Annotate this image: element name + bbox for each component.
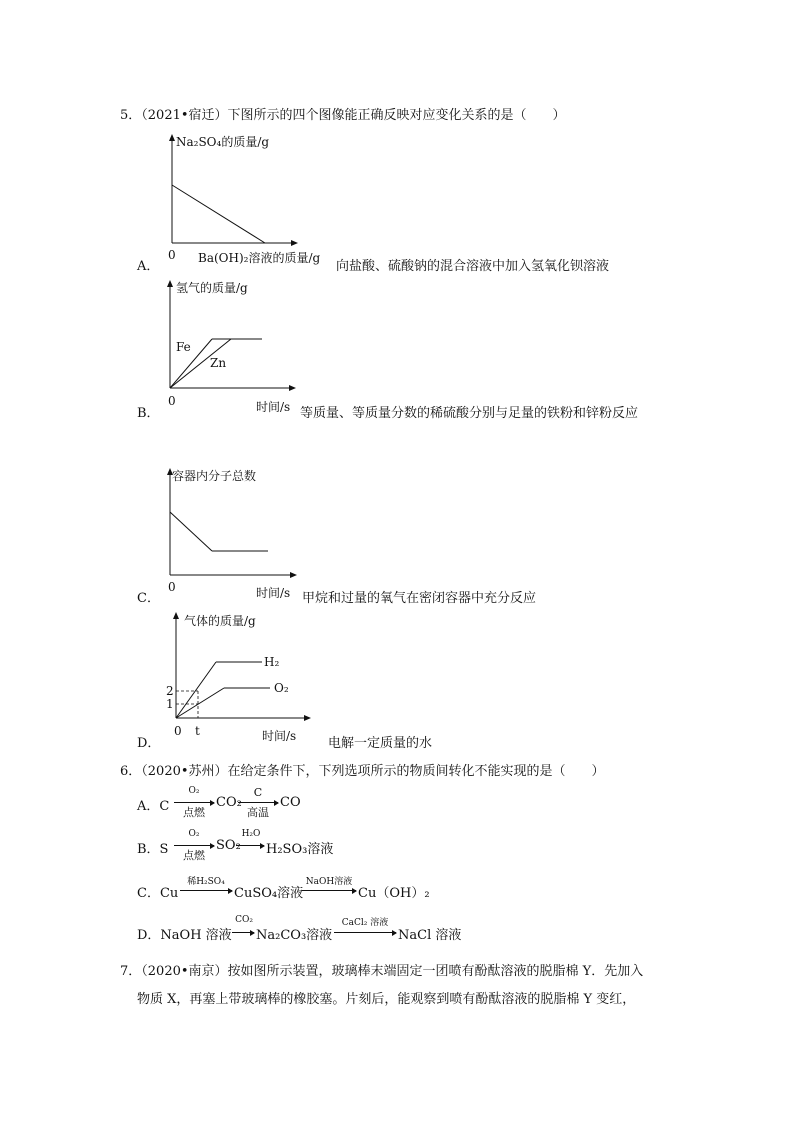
graph-c-xlabel: 时间/s [256,586,291,600]
q6-option-a-label: A．C [137,799,170,814]
q6d-middle: Na₂CO₃溶液 [256,928,333,943]
q6b-arrow1-top: O₂ [188,829,200,839]
question-7-line-1: 7．（2020•南京）按如图所示装置，玻璃棒末端固定一团喷有酚酞溶液的脱脂棉 Y．先加入 [120,964,644,979]
q6b-arrow1 [174,845,214,846]
option-b-description: 等质量、等质量分数的稀硫酸分别与足量的铁粉和锌粉反应 [300,406,639,421]
option-b-label: B． [137,406,160,421]
q6a-product: CO [280,795,301,810]
q6-option-b-label: B．S [137,842,169,857]
option-c-description: 甲烷和过量的氧气在密闭容器中充分反应 [302,591,537,606]
option-a-description: 向盐酸、硫酸钠的混合溶液中加入氢氧化钡溶液 [336,259,610,274]
graph-d-h2-line [176,662,216,718]
graph-d-xlabel: 时间/s [262,729,297,743]
graph-c-line [170,512,212,551]
graph-a-ylabel: Na₂SO₄的质量/g [176,135,270,149]
option-d-description: 电解一定质量的水 [328,736,433,751]
q6b-middle: SO₂ [216,838,241,853]
graph-d-ylabel: 气体的质量/g [184,614,256,628]
q6d-arrow1-top: CO₂ [235,915,253,925]
option-c-label: C． [137,591,160,606]
q6a-arrow2 [238,802,278,803]
graph-a-origin: 0 [168,248,176,262]
q6c-arrow1-top: 稀H₂SO₄ [187,877,225,887]
q6a-middle: CO₂ [216,795,242,810]
graph-d-o2-label: O₂ [274,681,289,695]
q6c-middle: CuSO₄溶液 [234,886,304,901]
q6a-arrow2-bottom: 高温 [247,806,269,819]
graph-b-ylabel: 氢气的质量/g [176,281,248,295]
graph-d-h2-label: H₂ [264,655,280,669]
graph-d-tick-1: 1 [166,697,174,711]
graph-d-tick-2: 2 [166,684,174,698]
graph-a-xlabel: Ba(OH)₂溶液的质量/g [198,251,321,265]
graph-c-origin: 0 [168,580,176,594]
question-5-stem: 5．（2021•宿迁）下图所示的四个图像能正确反映对应变化关系的是（ ） [120,108,566,123]
q6d-arrow2 [334,932,396,933]
q6a-arrow1 [174,802,214,803]
graph-c [160,466,340,596]
question-7-line-2: 物质 X，再塞上带玻璃棒的橡胶塞。片刻后，能观察到喷有酚酞溶液的脱脂棉 Y 变红， [137,992,636,1007]
q6d-product: NaCl 溶液 [398,928,462,943]
q6c-arrow2-top: NaOH溶液 [305,877,353,887]
graph-c-ylabel: 容器内分子总数 [172,469,257,483]
q6b-arrow2-top: H₂O [241,829,261,839]
graph-a [160,132,340,262]
graph-b-fe-label: Fe [176,340,191,354]
question-6-stem: 6．（2020•苏州）在给定条件下，下列选项所示的物质间转化不能实现的是（ ） [120,764,605,779]
graph-d-o2-line [176,688,224,718]
graph-d-origin: 0 [174,724,182,738]
q6a-arrow1-bottom: 点燃 [183,806,205,819]
q6b-product: H₂SO₃溶液 [266,842,334,857]
q6d-arrow1 [232,932,254,933]
graph-b-zn-label: Zn [210,356,227,370]
graph-b-origin: 0 [168,394,176,408]
graph-d-tick-t: t [195,724,200,738]
option-d-label: D． [137,736,161,751]
option-a-label: A． [137,259,160,274]
q6c-arrow1 [180,890,232,891]
q6b-arrow1-bottom: 点燃 [183,849,205,862]
q6c-arrow2 [302,890,356,891]
q6-option-c-label: C．Cu [137,886,179,901]
graph-b-xlabel: 时间/s [256,400,291,414]
graph-a-line [172,185,265,243]
q6-option-d-label: D．NaOH 溶液 [137,928,232,943]
q6c-product: Cu（OH）₂ [358,886,430,901]
q6a-arrow2-top: C [253,786,263,799]
q6b-arrow2 [236,845,264,846]
q6a-arrow1-top: O₂ [188,786,200,796]
q6d-arrow2-top: CaCl₂ 溶液 [341,918,389,928]
